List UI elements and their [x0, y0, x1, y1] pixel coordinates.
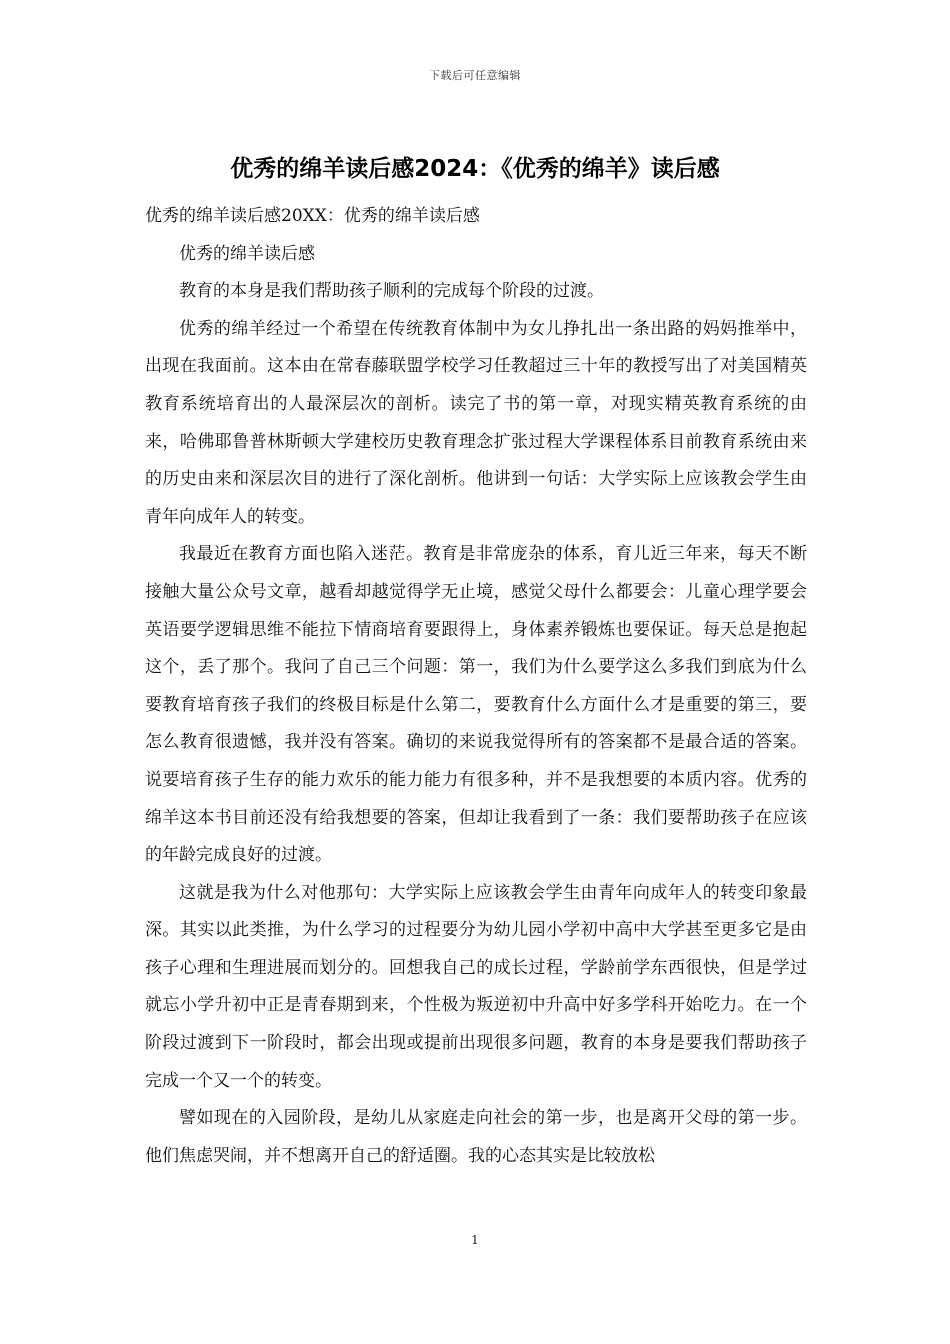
- header-note: 下载后可任意编辑: [429, 69, 521, 82]
- document-body: [145, 198, 807, 1175]
- paragraph: 优秀的绵羊经过一个希望在传统教育体制中为女儿挣扎出一条出路的妈妈推举中，出现在我面前。这本由在常春藤联盟学校学习任教超过三十年的教授写出了对美国精英教育系统培育出的人最深层次的剖析。读完了书的第一章，对现实精英教育系统的由来，哈佛耶鲁普林斯顿大学建校历史教育理念扩张过程大学课程体系目前教育系统由来的历史由来和深层次目的进行了深化剖析。他讲到一句话：大学实际上应该教会学生由青年向成年人的转变。: [145, 318, 807, 527]
- paragraph: 教育的本身是我们帮助孩子顺利的完成每个阶段的过渡。: [179, 281, 604, 302]
- paragraph: 譬如现在的入园阶段，是幼儿从家庭走向社会的第一步，也是离开父母的第一步。他们焦虑哭闹，并不想离开自己的舒适圈。我的心态其实是比较放松: [145, 1108, 807, 1166]
- paragraph-subtitle: 优秀的绵羊读后感20XX：优秀的绵羊读后感: [145, 206, 480, 226]
- paragraph-heading: 优秀的绵羊读后感: [179, 243, 315, 264]
- document-title: 优秀的绵羊读后感2024：《优秀的绵羊》读后感: [230, 156, 720, 182]
- paragraph: 我最近在教育方面也陷入迷茫。教育是非常庞杂的体系，育儿近三年来，每天不断接触大量公众号文章，越看却越觉得学无止境，感觉父母什么都要会：儿童心理学要会英语要学逻辑思维不能拉下情商培育要跟得上，身体素养锻炼也要保证。每天总是抱起这个，丢了那个。我问了自己三个问题：第一，我们为什么要学这么多我们到底为什么要教育培育孩子我们的终极目标是什么第二，要教育什么方面什么才是重要的第三，要怎么教育很遗憾，我并没有答案。确切的来说我觉得所有的答案都不是最合适的答案。说要培育孩子生存的能力欢乐的能力能力有很多种，并不是我想要的本质内容。优秀的绵羊这本书目前还没有给我想要的答案，但却让我看到了一条：我们要帮助孩子在应该的年龄完成良好的过渡。: [145, 544, 807, 866]
- page-number: 1: [471, 1233, 479, 1247]
- paragraph: 这就是我为什么对他那句：大学实际上应该教会学生由青年向成年人的转变印象最深。其实以此类推，为什么学习的过程要分为幼儿园小学初中高中大学甚至更多它是由孩子心理和生理进展而划分的。回想我自己的成长过程，学龄前学东西很快，但是学过就忘小学升初中正是青春期到来，个性极为叛逆初中升高中好多学科开始吃力。在一个阶段过渡到下一阶段时，都会出现或提前出现很多问题，教育的本身是要我们帮助孩子完成一个又一个的转变。: [145, 882, 807, 1091]
